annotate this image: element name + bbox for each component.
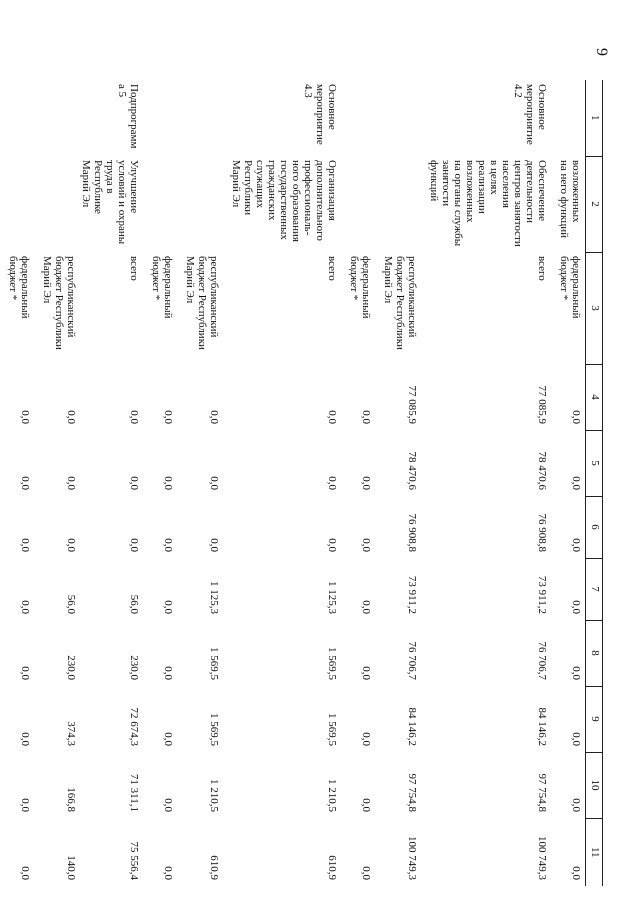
cell-text-line: условий и охраны [116,160,129,245]
program-name-cell [422,80,552,156]
value-cell: 0,0 [326,538,339,552]
value-cell: 78 470,6 [406,451,419,490]
column-number: 5 [586,430,603,496]
cell-text-line: Основное [326,84,339,130]
value-cell: 76 706,7 [406,641,419,680]
column-number: 3 [586,252,603,364]
activity-description-cell [1,156,35,252]
value-cell: 84 146,2 [536,707,549,746]
value-cell: 77 085,9 [536,385,549,424]
value-cell: 0,0 [128,538,141,552]
activity-description-cell [422,156,552,252]
activity-description-cell [376,156,422,252]
cell-text-line: федеральный [360,256,373,319]
program-name-cell [35,80,81,156]
cell-text-line: бюджет * [150,256,163,301]
activity-description-cell [144,156,178,252]
value-cell: 0,0 [128,476,141,490]
cell-text-line: служащих [254,160,267,209]
cell-text-line: труда в Республике [92,160,117,214]
program-name-cell [144,80,178,156]
column-number: 1 [586,80,603,156]
value-cell: 0,0 [19,476,32,490]
value-cell: 0,0 [360,866,373,880]
value-cell: 56,0 [65,594,78,614]
value-cell: 0,0 [65,476,78,490]
value-cell: 0,0 [162,798,175,812]
cell-text-line: центров занятости [512,160,525,247]
value-cell: 0,0 [19,600,32,614]
cell-text-line: бюджет * [558,256,570,301]
value-cell: 0,0 [162,410,175,424]
cell-text-line: бюджет Республики [394,256,407,350]
table-row [422,80,552,886]
program-name-cell [552,80,586,156]
value-cell: 0,0 [360,538,373,552]
value-cell: 0,0 [162,538,175,552]
table-row [552,80,586,886]
cell-text-line: профессиональ- [302,160,315,236]
value-cell: 1 210,5 [208,779,221,812]
cell-text-line: населения [500,160,513,208]
value-cell: 0,0 [570,866,582,880]
value-cell: 0,0 [162,666,175,680]
value-cell: 72 674,3 [128,707,141,746]
cell-text-line: государственных [278,160,291,240]
column-number: 11 [586,818,603,886]
value-cell: 0,0 [65,410,78,424]
funding-source-cell [422,252,552,364]
value-cell: 0,0 [570,600,582,614]
table-row [342,80,376,886]
value-cell: 166,8 [65,787,78,812]
program-name-cell [81,80,144,156]
value-cell: 0,0 [19,798,32,812]
value-cell: 0,0 [162,732,175,746]
column-number: 4 [586,364,603,430]
value-cell: 100 749,3 [406,836,419,880]
cell-text-line: всего [326,256,339,281]
activity-description-cell [178,156,224,252]
cell-text-line: возложенных [464,160,477,223]
cell-text-line: мероприятие 4.2 [512,84,537,145]
value-cell: 1 569,5 [208,713,221,746]
value-cell: 97 754,8 [406,773,419,812]
table-row [1,80,35,886]
value-cell: 1 125,3 [208,581,221,614]
funding-source-cell [376,252,422,364]
column-number: 8 [586,620,603,686]
value-cell: 77 085,9 [406,385,419,424]
cell-text-line: Марий Эл [80,160,93,208]
cell-text-line: Обеспечение [536,160,549,221]
program-name-cell [1,80,35,156]
value-cell: 76 706,7 [536,641,549,680]
cell-text-line: ного образования [290,160,303,242]
value-cell: 0,0 [19,538,32,552]
cell-text-line: в целях [488,160,501,195]
value-cell: 1 210,5 [326,779,339,812]
cell-text-line: Марий Эл [184,256,197,304]
column-number: 9 [586,686,603,752]
program-name-cell [224,80,342,156]
column-number: 7 [586,558,603,620]
cell-text-line: Организация [326,160,339,221]
value-cell: 0,0 [360,476,373,490]
value-cell: 76 908,8 [406,513,419,552]
cell-text-line: дополнительного [314,160,327,241]
cell-text-line: Подпрограмма 5 [116,84,141,149]
funding-source-cell [144,252,178,364]
cell-text-line: всего [128,256,141,281]
value-cell: 610,9 [326,855,339,880]
cell-text-line: Основное [536,84,549,130]
value-cell: 0,0 [208,410,221,424]
column-number-header-row [586,80,603,886]
cell-text-line: республиканский [65,256,78,338]
program-name-cell [178,80,224,156]
activity-description-cell [35,156,81,252]
activity-description-cell [342,156,376,252]
funding-source-cell [81,252,144,364]
value-cell: 75 556,4 [128,841,141,880]
cell-text-line: Марий Эл [382,256,395,304]
value-cell: 230,0 [128,655,141,680]
value-cell: 1 569,5 [208,647,221,680]
cell-text-line: федеральный [19,256,32,319]
value-cell: 610,9 [208,855,221,880]
cell-text-line: функций [428,160,441,202]
table-row [224,80,342,886]
value-cell: 0,0 [19,666,32,680]
cell-text-line: возложенных [570,160,582,223]
value-cell: 97 754,8 [536,773,549,812]
value-cell: 0,0 [360,410,373,424]
cell-text-line: гражданских [266,160,279,221]
table-row [144,80,178,886]
funding-source-cell [1,252,35,364]
value-cell: 0,0 [326,476,339,490]
cell-text-line: на него функций [558,160,570,239]
page-number: 9 [593,48,610,56]
value-cell: 73 911,2 [406,575,419,614]
value-cell: 0,0 [570,666,582,680]
cell-text-line: федеральный [162,256,175,319]
column-number: 2 [586,156,603,252]
value-cell: 0,0 [19,410,32,424]
cell-text-line: Улучшение [128,160,141,214]
cell-text-line: бюджет Республики [196,256,209,350]
activity-description-cell [552,156,586,252]
value-cell: 1 125,3 [326,581,339,614]
value-cell: 100 749,3 [536,836,549,880]
cell-text-line: Марий Эл [41,256,54,304]
value-cell: 76 908,8 [536,513,549,552]
value-cell: 0,0 [570,410,582,424]
funding-source-cell [552,252,586,364]
cell-text-line: реализации [476,160,489,214]
value-cell: 0,0 [360,798,373,812]
column-number: 6 [586,496,603,558]
funding-source-cell [35,252,81,364]
value-cell: 0,0 [360,600,373,614]
value-cell: 73 911,2 [536,575,549,614]
cell-text-line: деятельности [524,160,537,223]
value-cell: 78 470,6 [536,451,549,490]
value-cell: 71 311,1 [128,773,141,812]
table-row [81,80,144,886]
program-name-cell [376,80,422,156]
funding-source-cell [342,252,376,364]
program-name-cell [342,80,376,156]
value-cell: 0,0 [162,866,175,880]
cell-text-line: всего [536,256,549,281]
value-cell: 0,0 [162,476,175,490]
value-cell: 0,0 [570,732,582,746]
table-row [35,80,81,886]
table-row [178,80,224,886]
budget-table [1,80,604,886]
cell-text-line: республиканский [208,256,221,338]
value-cell: 230,0 [65,655,78,680]
cell-text-line: занятости [440,160,453,207]
value-cell: 0,0 [570,798,582,812]
funding-source-cell [178,252,224,364]
cell-text-line: Марий Эл [230,160,243,208]
cell-text-line: бюджет * [7,256,20,301]
value-cell: 0,0 [128,410,141,424]
funding-source-cell [224,252,342,364]
value-cell: 140,0 [65,855,78,880]
value-cell: 0,0 [208,538,221,552]
value-cell: 84 146,2 [406,707,419,746]
value-cell: 0,0 [65,538,78,552]
value-cell: 0,0 [162,600,175,614]
value-cell: 0,0 [360,666,373,680]
cell-text-line: Республики [242,160,255,216]
cell-text-line: бюджет Республики [53,256,66,350]
activity-description-cell [224,156,342,252]
value-cell: 0,0 [570,476,582,490]
value-cell: 0,0 [19,866,32,880]
cell-text-line: федеральный [570,256,582,319]
cell-text-line: бюджет * [348,256,361,301]
value-cell: 0,0 [360,732,373,746]
value-cell: 56,0 [128,594,141,614]
cell-text-line: мероприятие 4.3 [302,84,327,145]
value-cell: 1 569,5 [326,647,339,680]
value-cell: 374,3 [65,721,78,746]
cell-text-line: республиканский [406,256,419,338]
cell-text-line: на органы службы [452,160,465,247]
value-cell: 1 569,5 [326,713,339,746]
value-cell: 0,0 [326,410,339,424]
table-row [376,80,422,886]
column-number: 10 [586,752,603,818]
activity-description-cell [81,156,144,252]
value-cell: 0,0 [570,538,582,552]
value-cell: 0,0 [19,732,32,746]
value-cell: 0,0 [208,476,221,490]
